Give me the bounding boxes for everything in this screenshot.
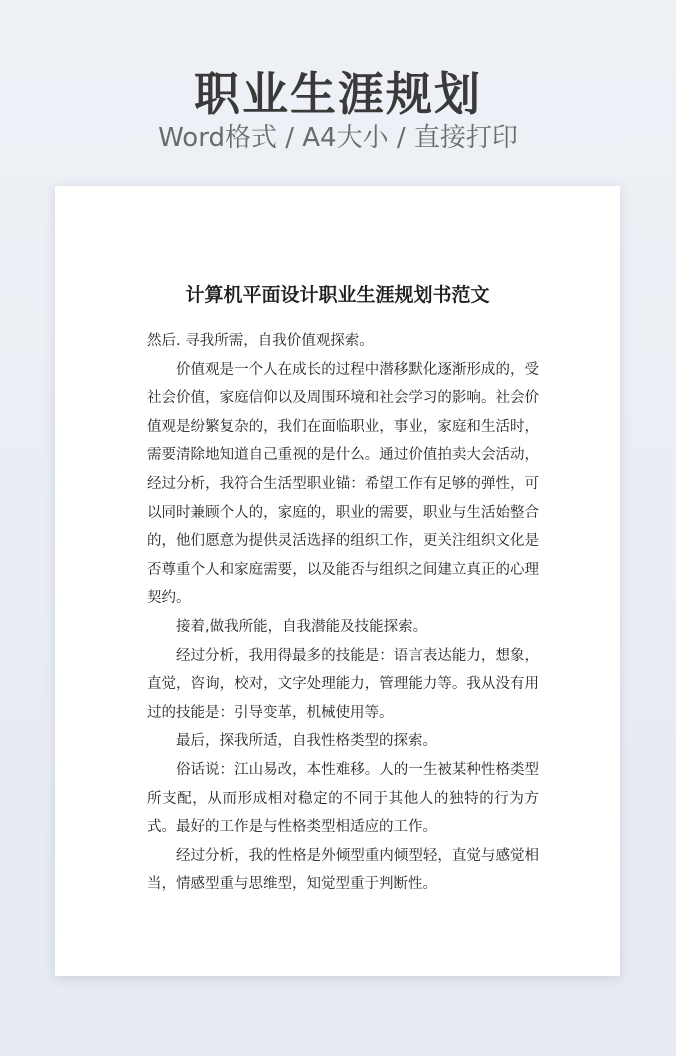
paragraph-5: 最后，探我所适，自我性格类型的探索。 [176, 733, 437, 750]
banner-subtitle: Word格式 / A4大小 / 直接打印 [158, 123, 518, 153]
paragraph-1: 然后. 寻我所需，自我价值观探索。 [147, 333, 374, 349]
paragraph-2: 价值观是一个人在成长的过程中潜移默化逐渐形成的，受社会价值，家庭信仰以及周围环境和社会学习的影响。社会价值观是纷繁复杂的，我们在面临职业，事业，家庭和生活时，需要清除地知道自己重视的是什么。通过价值拍卖大会活动，经过分析，我符合生活型职业锚：希望工作有足够的弹性，可以同时兼顾个人的，家庭的，职业的需要，职业与生活始整合的，他们愿意为提供灵活选择的组织工作，更关注组织文化是否尊重个人和家庭需要，以及能否与组织之间建立真正的心理契约。 [147, 361, 539, 607]
document-title: 计算机平面设计职业生涯规划书范文 [185, 284, 490, 306]
paragraph-7: 经过分析，我的性格是外倾型重内倾型轻，直觉与感觉相当，情感型重与思维型，知觉型重于判断性。 [147, 847, 539, 893]
paragraph-6: 俗话说：江山易改，本性难移。人的一生被某种性格类型所支配，从而形成相对稳定的不同于其他人的独特的行为方式。最好的工作是与性格类型相适应的工作。 [147, 761, 539, 836]
paragraph-4: 经过分析，我用得最多的技能是：语言表达能力，想象，直觉，咨询，校对，文字处理能力，管理能力等。我从没有用过的技能是：引导变革，机械使用等。 [147, 647, 539, 721]
paragraph-3: 接着,做我所能，自我潜能及技能探索。 [176, 618, 428, 635]
document-body [147, 327, 539, 899]
banner-title: 职业生涯规划 [194, 67, 482, 121]
